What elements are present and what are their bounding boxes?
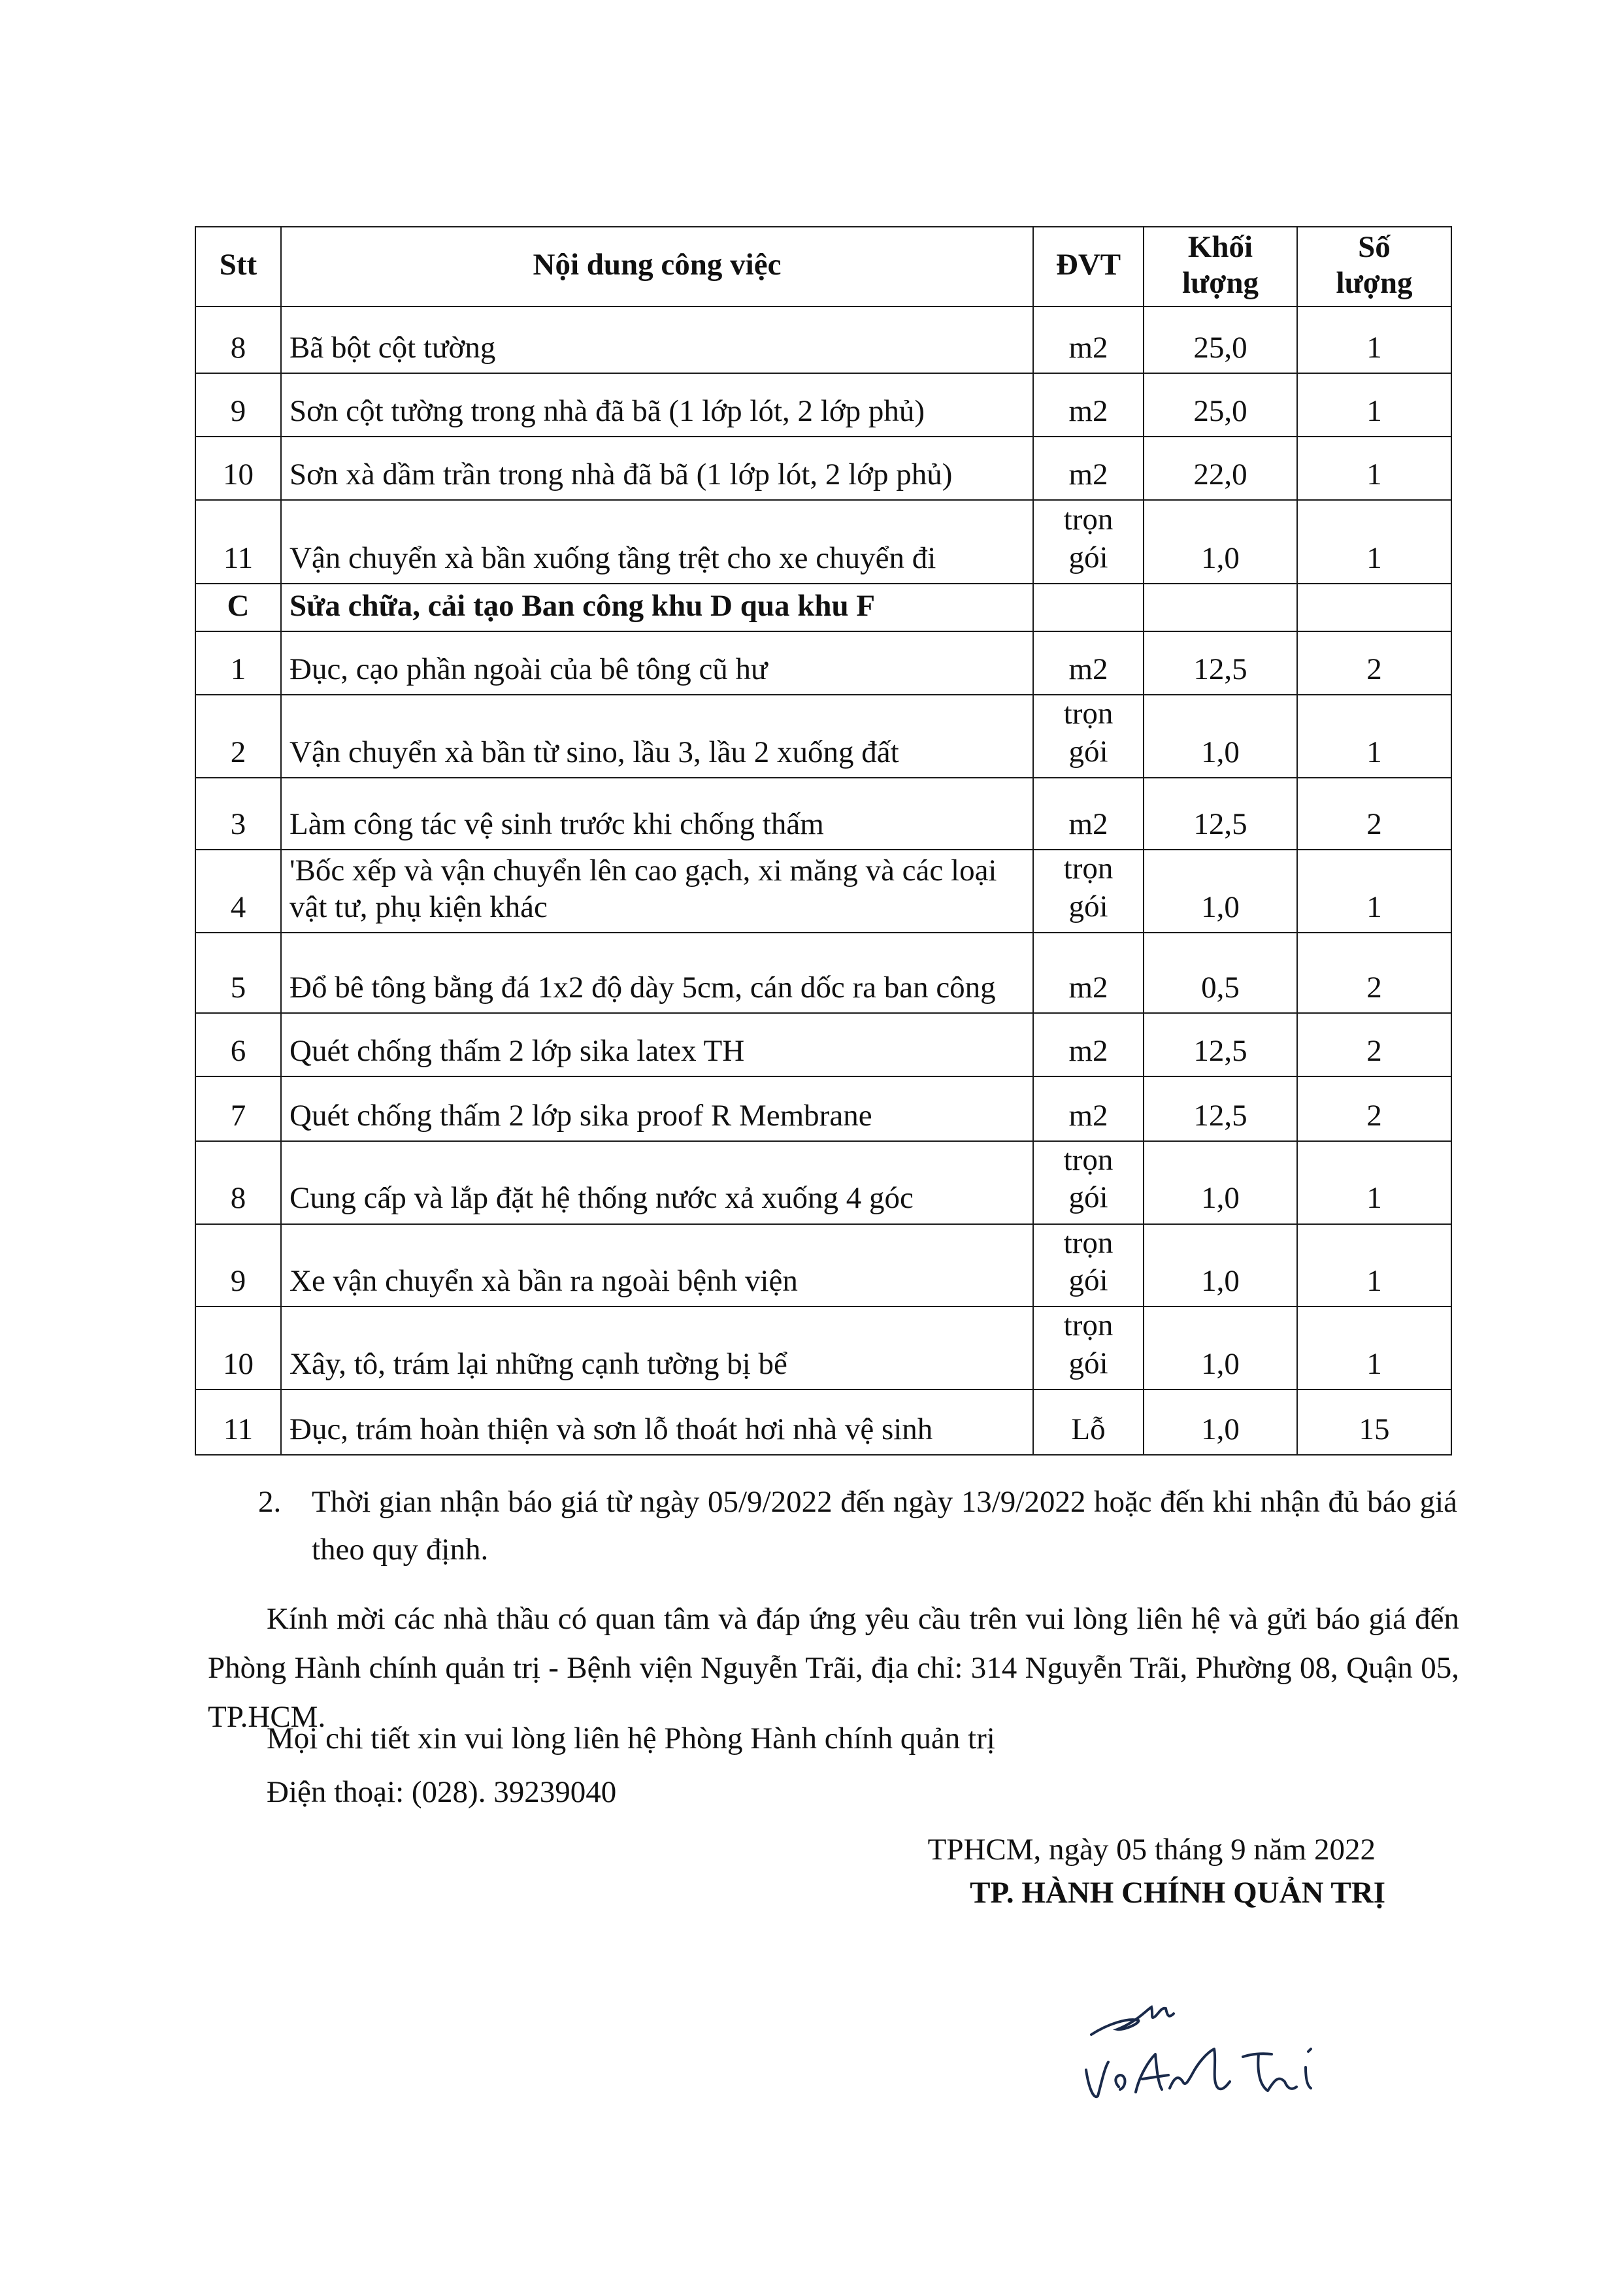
cell-stt: 8 bbox=[195, 307, 281, 373]
cell-content: Xe vận chuyển xà bần ra ngoài bệnh viện bbox=[281, 1224, 1033, 1307]
header-volume bbox=[1144, 227, 1297, 307]
cell-volume: 12,5 bbox=[1144, 1013, 1297, 1076]
cell-content: Quét chống thấm 2 lớp sika proof R Membrane bbox=[281, 1076, 1033, 1141]
cell-content: 'Bốc xếp và vận chuyển lên cao gạch, xi măng và các loại vật tư, phụ kiện khác bbox=[281, 850, 1033, 933]
signature-block bbox=[784, 1830, 1451, 1916]
cell-volume: 12,5 bbox=[1144, 1076, 1297, 1141]
cell-quantity bbox=[1297, 584, 1451, 631]
cell-stt: 4 bbox=[195, 850, 281, 933]
table-row bbox=[195, 437, 1451, 500]
quote-period-item bbox=[258, 1478, 1457, 1574]
cell-stt: 9 bbox=[195, 373, 281, 437]
header-quantity-line1: Số bbox=[1358, 229, 1391, 264]
cell-volume: 1,0 bbox=[1144, 695, 1297, 778]
table-row bbox=[195, 933, 1451, 1013]
cell-unit: trọn gói bbox=[1033, 850, 1144, 933]
cell-content: Cung cấp và lắp đặt hệ thống nước xả xuống 4 góc bbox=[281, 1141, 1033, 1224]
cell-volume: 25,0 bbox=[1144, 373, 1297, 437]
cell-quantity: 1 bbox=[1297, 1224, 1451, 1307]
table-row bbox=[195, 1306, 1451, 1389]
header-volume-line1: Khối bbox=[1187, 229, 1253, 264]
header-quantity-line2: lượng bbox=[1336, 266, 1413, 300]
cell-stt: 9 bbox=[195, 1224, 281, 1307]
table-row bbox=[195, 500, 1451, 584]
cell-unit: m2 bbox=[1033, 1076, 1144, 1141]
cell-stt: 7 bbox=[195, 1076, 281, 1141]
cell-content: Sửa chữa, cải tạo Ban công khu D qua khu F bbox=[281, 584, 1033, 631]
table-header-row bbox=[195, 227, 1451, 307]
table-body bbox=[195, 307, 1451, 1455]
cell-quantity: 2 bbox=[1297, 631, 1451, 695]
cell-quantity: 2 bbox=[1297, 1076, 1451, 1141]
cell-content: Đổ bê tông bằng đá 1x2 độ dày 5cm, cán dốc ra ban công bbox=[281, 933, 1033, 1013]
cell-volume: 12,5 bbox=[1144, 778, 1297, 850]
handwritten-signature bbox=[1078, 1984, 1359, 2114]
cell-volume: 1,0 bbox=[1144, 850, 1297, 933]
cell-unit: trọn gói bbox=[1033, 500, 1144, 584]
cell-content: Đục, trám hoàn thiện và sơn lỗ thoát hơi nhà vệ sinh bbox=[281, 1389, 1033, 1455]
cell-quantity: 1 bbox=[1297, 307, 1451, 373]
cell-volume: 12,5 bbox=[1144, 631, 1297, 695]
cell-quantity: 15 bbox=[1297, 1389, 1451, 1455]
cell-quantity: 1 bbox=[1297, 437, 1451, 500]
cell-volume: 25,0 bbox=[1144, 307, 1297, 373]
cell-volume: 1,0 bbox=[1144, 1224, 1297, 1307]
table-row bbox=[195, 778, 1451, 850]
cell-content: Xây, tô, trám lại những cạnh tường bị bể bbox=[281, 1306, 1033, 1389]
table-row bbox=[195, 307, 1451, 373]
cell-content: Quét chống thấm 2 lớp sika latex TH bbox=[281, 1013, 1033, 1076]
cell-volume: 22,0 bbox=[1144, 437, 1297, 500]
date-line: TPHCM, ngày 05 tháng 9 năm 2022 bbox=[927, 1833, 1376, 1867]
table-row bbox=[195, 850, 1451, 933]
header-content: Nội dung công việc bbox=[281, 227, 1033, 307]
cell-quantity: 1 bbox=[1297, 1306, 1451, 1389]
cell-unit: m2 bbox=[1033, 437, 1144, 500]
cell-volume: 1,0 bbox=[1144, 1141, 1297, 1224]
header-volume-line2: lượng bbox=[1182, 266, 1259, 300]
table-row bbox=[195, 1224, 1451, 1307]
cell-unit: m2 bbox=[1033, 933, 1144, 1013]
table-row bbox=[195, 373, 1451, 437]
cell-content: Vận chuyển xà bần từ sino, lầu 3, lầu 2 xuống đất bbox=[281, 695, 1033, 778]
cell-unit: m2 bbox=[1033, 373, 1144, 437]
table-row bbox=[195, 631, 1451, 695]
cell-volume bbox=[1144, 584, 1297, 631]
cell-stt: 1 bbox=[195, 631, 281, 695]
cell-stt: 8 bbox=[195, 1141, 281, 1224]
header-quantity bbox=[1297, 227, 1451, 307]
cell-stt: 10 bbox=[195, 437, 281, 500]
quote-period-text: Thời gian nhận báo giá từ ngày 05/9/2022 đến ngày 13/9/2022 hoặc đến khi nhận đủ báo giá theo quy định. bbox=[312, 1485, 1457, 1567]
table-row bbox=[195, 1141, 1451, 1224]
cell-quantity: 2 bbox=[1297, 933, 1451, 1013]
work-items-table bbox=[195, 226, 1452, 1456]
header-unit: ĐVT bbox=[1033, 227, 1144, 307]
table-row bbox=[195, 1389, 1451, 1455]
cell-unit: trọn gói bbox=[1033, 1141, 1144, 1224]
cell-unit: Lỗ bbox=[1033, 1389, 1144, 1455]
invitation-paragraph: Kính mời các nhà thầu có quan tâm và đáp ứng yêu cầu trên vui lòng liên hệ và gửi báo giá đến Phòng Hành chính quản trị - Bệnh viện Nguyễn Trãi, địa chỉ: 314 Nguyễn Trãi, Phường 08, Quận 05, TP.HCM. bbox=[208, 1602, 1459, 1734]
cell-quantity: 2 bbox=[1297, 778, 1451, 850]
cell-volume: 1,0 bbox=[1144, 1389, 1297, 1455]
cell-stt: 6 bbox=[195, 1013, 281, 1076]
contact-line: Mọi chi tiết xin vui lòng liên hệ Phòng Hành chính quản trị bbox=[267, 1722, 995, 1755]
cell-quantity: 1 bbox=[1297, 373, 1451, 437]
cell-volume: 1,0 bbox=[1144, 1306, 1297, 1389]
cell-quantity: 2 bbox=[1297, 1013, 1451, 1076]
cell-quantity: 1 bbox=[1297, 500, 1451, 584]
cell-stt: 5 bbox=[195, 933, 281, 1013]
table-row bbox=[195, 695, 1451, 778]
cell-unit: trọn gói bbox=[1033, 1224, 1144, 1307]
cell-quantity: 1 bbox=[1297, 850, 1451, 933]
cell-unit: m2 bbox=[1033, 778, 1144, 850]
cell-stt: 3 bbox=[195, 778, 281, 850]
cell-unit bbox=[1033, 584, 1144, 631]
cell-stt: C bbox=[195, 584, 281, 631]
cell-unit: trọn gói bbox=[1033, 695, 1144, 778]
cell-stt: 10 bbox=[195, 1306, 281, 1389]
cell-content: Vận chuyển xà bần xuống tầng trệt cho xe chuyển đi bbox=[281, 500, 1033, 584]
table-row bbox=[195, 1076, 1451, 1141]
header-stt: Stt bbox=[195, 227, 281, 307]
cell-unit: trọn gói bbox=[1033, 1306, 1144, 1389]
cell-volume: 1,0 bbox=[1144, 500, 1297, 584]
cell-content: Đục, cạo phần ngoài của bê tông cũ hư bbox=[281, 631, 1033, 695]
cell-quantity: 1 bbox=[1297, 695, 1451, 778]
signer-title: TP. HÀNH CHÍNH QUẢN TRỊ bbox=[970, 1876, 1385, 1910]
section-row bbox=[195, 584, 1451, 631]
cell-unit: m2 bbox=[1033, 1013, 1144, 1076]
cell-stt: 11 bbox=[195, 1389, 281, 1455]
cell-content: Làm công tác vệ sinh trước khi chống thấm bbox=[281, 778, 1033, 850]
cell-content: Bã bột cột tường bbox=[281, 307, 1033, 373]
cell-quantity: 1 bbox=[1297, 1141, 1451, 1224]
cell-unit: m2 bbox=[1033, 631, 1144, 695]
list-marker: 2. bbox=[258, 1485, 282, 1519]
cell-content: Sơn xà dầm trần trong nhà đã bã (1 lớp lót, 2 lớp phủ) bbox=[281, 437, 1033, 500]
cell-volume: 0,5 bbox=[1144, 933, 1297, 1013]
cell-stt: 2 bbox=[195, 695, 281, 778]
phone-line: Điện thoại: (028). 39239040 bbox=[267, 1775, 617, 1809]
table-row bbox=[195, 1013, 1451, 1076]
cell-stt: 11 bbox=[195, 500, 281, 584]
cell-content: Sơn cột tường trong nhà đã bã (1 lớp lót, 2 lớp phủ) bbox=[281, 373, 1033, 437]
cell-unit: m2 bbox=[1033, 307, 1144, 373]
